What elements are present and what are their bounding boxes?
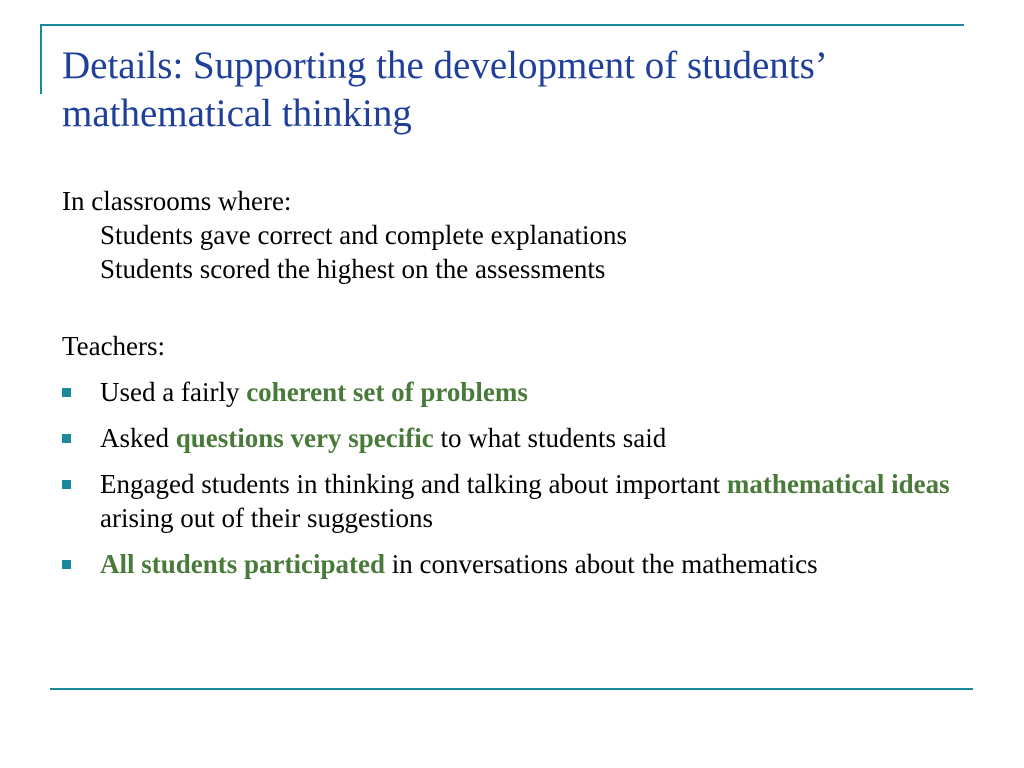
teacher-bullet-list xyxy=(62,375,962,581)
bullet-text: arising out of their suggestions xyxy=(100,503,433,533)
square-bullet-icon xyxy=(62,560,71,569)
slide-body xyxy=(62,184,962,593)
left-accent-bar xyxy=(40,24,42,94)
bullet-highlight: mathematical ideas xyxy=(726,469,950,499)
bullet-item xyxy=(62,421,962,455)
bullet-text: Engaged students in thinking and talking about important xyxy=(100,469,727,499)
bullet-text: Asked xyxy=(100,423,176,453)
bullet-highlight: questions very specific xyxy=(175,423,434,453)
bullet-item xyxy=(62,375,962,409)
bullet-highlight: All students participated xyxy=(100,549,386,579)
slide-title: Details: Supporting the development of students’ mathematical thinking xyxy=(62,44,825,135)
condition-item: Students scored the highest on the assessments xyxy=(100,254,606,284)
teachers-heading: Teachers: xyxy=(62,331,166,361)
bullet-item xyxy=(62,467,962,535)
condition-item: Students gave correct and complete explanations xyxy=(100,220,628,250)
bullet-text: in conversations about the mathematics xyxy=(385,549,818,579)
intro-text: In classrooms where: xyxy=(62,186,292,216)
bullet-highlight: coherent set of problems xyxy=(246,377,528,407)
bullet-text: Used a fairly xyxy=(100,377,247,407)
paragraph-gap xyxy=(62,286,962,329)
bottom-divider xyxy=(50,688,973,690)
top-divider xyxy=(40,24,964,26)
bullet-item xyxy=(62,547,962,581)
square-bullet-icon xyxy=(62,434,71,443)
square-bullet-icon xyxy=(62,480,71,489)
bullet-text: to what students said xyxy=(433,423,667,453)
square-bullet-icon xyxy=(62,388,71,397)
